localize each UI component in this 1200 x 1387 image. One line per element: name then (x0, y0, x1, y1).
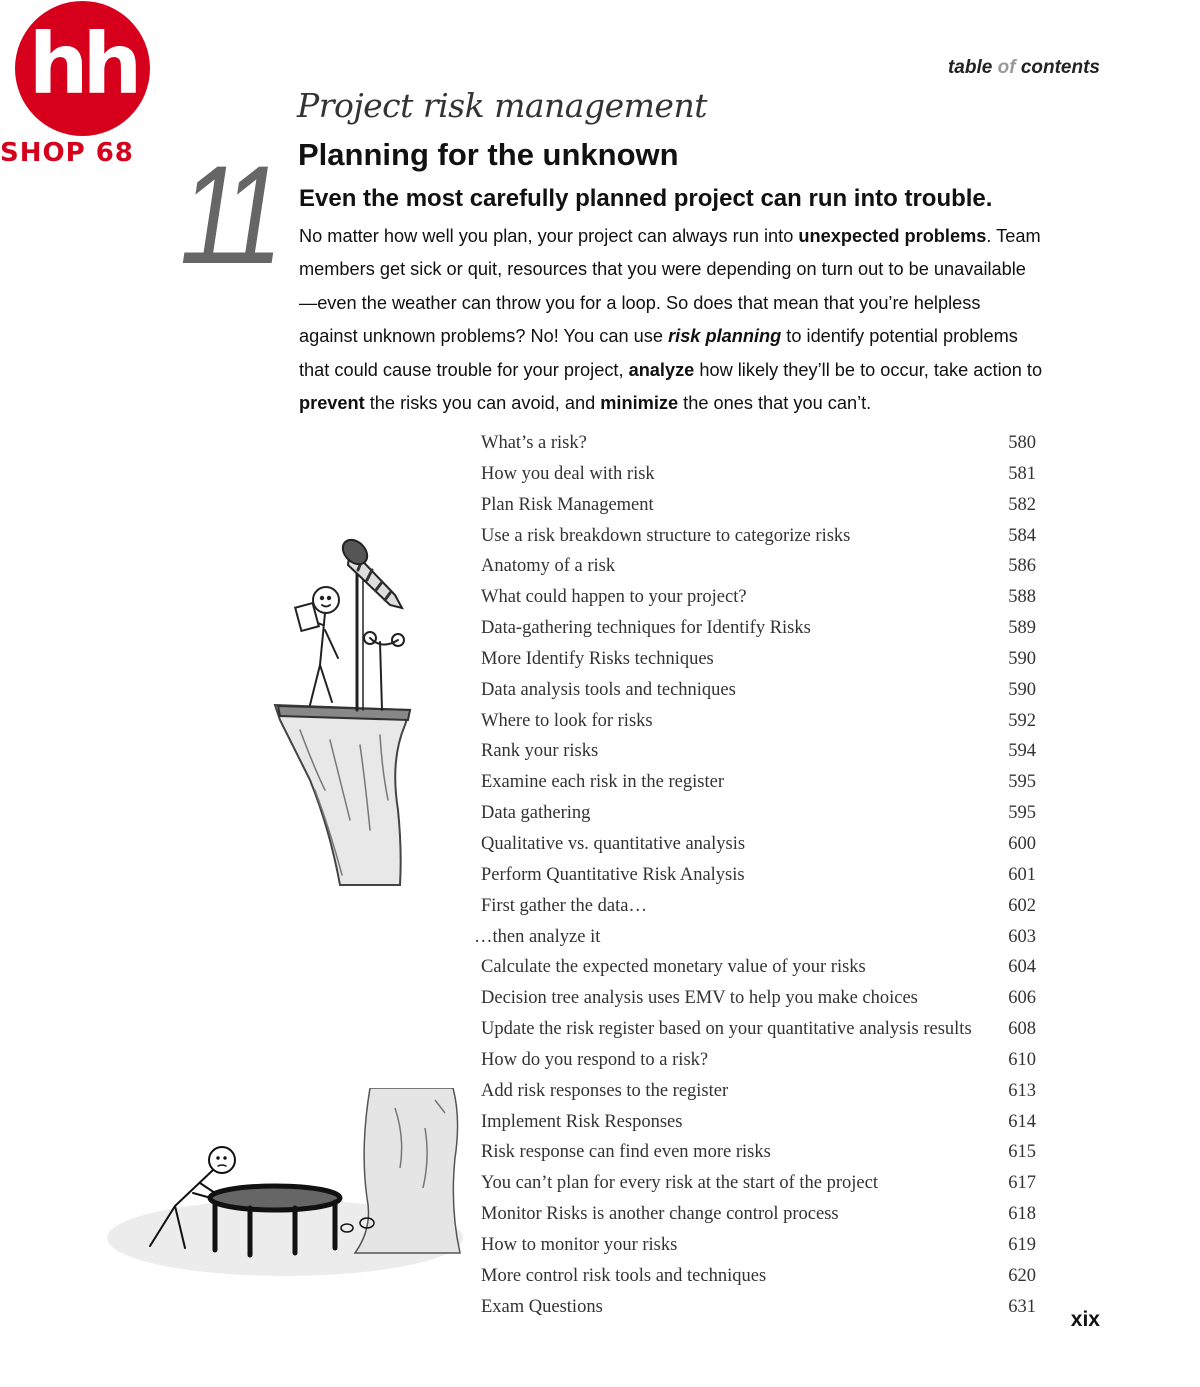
running-header (948, 57, 1100, 79)
toc-entry[interactable] (474, 556, 1036, 587)
page-number: xix (1070, 1308, 1100, 1331)
toc-entry-title: …then analyze it (474, 926, 601, 947)
toc-entry-title: Risk response can find even more risks (481, 1142, 771, 1163)
chapter-title: Planning for the unknown (298, 137, 679, 172)
toc-entry-page: 603 (1008, 926, 1036, 947)
header-word-of: of (997, 57, 1016, 78)
toc-entry-title: How do you respond to a risk? (481, 1049, 709, 1070)
toc-entry[interactable] (474, 711, 1036, 742)
toc-entry[interactable] (474, 1112, 1036, 1143)
toc-entry-page: 613 (1008, 1080, 1036, 1101)
toc-entry[interactable] (474, 772, 1036, 803)
toc-entry-title: More control risk tools and techniques (481, 1265, 767, 1286)
toc-entry[interactable] (474, 927, 1036, 958)
toc-entry-page: 582 (1008, 494, 1036, 515)
toc-entry[interactable] (474, 433, 1036, 464)
toc-entry-page: 595 (1008, 803, 1036, 824)
toc-entry[interactable] (474, 1050, 1036, 1081)
toc-entry-title: Exam Questions (481, 1296, 603, 1317)
toc-entry-page: 592 (1008, 710, 1036, 731)
toc-entry-title: Plan Risk Management (481, 494, 654, 515)
toc-entry[interactable] (474, 618, 1036, 649)
toc-entry-page: 600 (1008, 833, 1036, 854)
toc-entry-page: 614 (1008, 1111, 1036, 1132)
trampoline-illustration (105, 1088, 465, 1283)
toc-entry-title: Anatomy of a risk (481, 556, 616, 577)
toc-entry[interactable] (474, 1173, 1036, 1204)
toc-entry-title: You can’t plan for every risk at the start of the project (481, 1173, 878, 1194)
header-word-table: table (947, 57, 993, 78)
toc-entry-title: Examine each risk in the register (481, 772, 724, 793)
intro-segment: how likely they’ll be to occur, take action to (694, 359, 1043, 380)
toc-entry-page: 580 (1008, 433, 1036, 453)
toc-entry[interactable] (474, 803, 1036, 834)
toc-entry-page: 588 (1008, 587, 1036, 608)
intro-segment: minimize (600, 393, 679, 414)
toc-entry-page: 584 (1008, 525, 1036, 546)
shop-name: SHOP 68 (0, 138, 134, 168)
toc-entry-title: How to monitor your risks (481, 1234, 678, 1255)
toc-entry-title: Monitor Risks is another change control process (481, 1204, 839, 1225)
intro-segment: No matter how well you plan, your project can always run into (299, 226, 799, 246)
toc-entry[interactable] (474, 865, 1036, 896)
toc-entry[interactable] (474, 495, 1036, 526)
intro-segment: unexpected problems (798, 226, 987, 246)
toc-entry[interactable] (474, 649, 1036, 680)
toc-entry[interactable] (474, 464, 1036, 495)
toc-entry-title: Use a risk breakdown structure to categorize risks (481, 525, 851, 546)
toc-entry-title: How you deal with risk (481, 463, 655, 484)
toc-entry-page: 618 (1008, 1204, 1036, 1225)
toc-entry[interactable] (474, 957, 1036, 988)
toc-entry-page: 604 (1008, 957, 1036, 978)
chapter-subtitle: Even the most carefully planned project can run into trouble. (299, 185, 993, 212)
shop-logo (15, 1, 150, 136)
chapter-number: 11 (180, 136, 272, 293)
intro-segment: the risks you can avoid, and (364, 393, 601, 414)
toc-entry-title: Qualitative vs. quantitative analysis (481, 833, 746, 854)
toc-entry-page: 590 (1008, 679, 1036, 700)
toc-entry[interactable] (474, 587, 1036, 618)
toc-entry-title: Calculate the expected monetary value of your risks (481, 957, 866, 978)
toc-entry[interactable] (474, 1142, 1036, 1173)
toc-entry[interactable] (474, 1204, 1036, 1235)
toc-entry-page: 594 (1008, 741, 1036, 762)
intro-segment: the ones that you can’t. (678, 393, 872, 414)
toc-entry-title: Data-gathering techniques for Identify Risks (481, 618, 811, 639)
intro-segment: analyze (628, 359, 695, 380)
toc-entry-page: 631 (1008, 1296, 1036, 1317)
logo-text: hh (28, 14, 137, 113)
header-word-contents: contents (1020, 57, 1100, 78)
chapter-kicker: Project risk management (297, 86, 707, 125)
toc-entry[interactable] (474, 988, 1036, 1019)
toc-entry-page: 610 (1008, 1049, 1036, 1070)
toc-entry-title: Where to look for risks (481, 710, 653, 731)
chapter-intro (299, 220, 1044, 420)
toc-entry[interactable] (474, 1081, 1036, 1112)
toc-entry-page: 601 (1008, 864, 1036, 885)
toc-entry[interactable] (474, 1019, 1036, 1050)
toc-entry-title: Data analysis tools and techniques (481, 679, 736, 700)
toc-entry-page: 595 (1008, 772, 1036, 793)
toc-entry[interactable] (474, 1266, 1036, 1297)
intro-segment: . Team members get sick or quit, resources that you were depending on turn out to be unavailable—even the weather can throw you for a loop. So does that mean that you’re helpless against unknown problems? No! You can use (299, 226, 1041, 347)
toc-entry-page: 590 (1008, 648, 1036, 669)
intro-segment: to identify potential problems that could cause trouble for your project, (299, 326, 1018, 380)
toc-entry-page: 606 (1008, 988, 1036, 1009)
toc-entry-title: Add risk responses to the register (481, 1080, 729, 1101)
toc-entry-page: 617 (1008, 1173, 1036, 1194)
intro-segment: risk planning (668, 326, 782, 347)
toc-list (474, 433, 1036, 1327)
toc-entry-title: What’s a risk? (481, 433, 587, 453)
toc-entry[interactable] (474, 1235, 1036, 1266)
toc-entry[interactable] (474, 526, 1036, 557)
toc-entry-title: Decision tree analysis uses EMV to help you make choices (481, 988, 918, 1009)
toc-entry-page: 619 (1008, 1234, 1036, 1255)
toc-entry-title: What could happen to your project? (481, 587, 747, 608)
toc-entry-page: 615 (1008, 1142, 1036, 1163)
toc-entry-page: 620 (1008, 1265, 1036, 1286)
toc-entry-page: 581 (1008, 463, 1036, 484)
toc-entry[interactable] (474, 741, 1036, 772)
toc-entry-page: 608 (1008, 1019, 1036, 1040)
toc-entry-page: 589 (1008, 618, 1036, 639)
toc-entry-title: Data gathering (481, 803, 591, 824)
intro-segment: prevent (299, 393, 365, 414)
toc-entry[interactable] (474, 1297, 1036, 1328)
cliff-lookout-illustration (270, 530, 420, 890)
toc-entry-title: First gather the data… (481, 895, 647, 916)
toc-entry-title: Perform Quantitative Risk Analysis (481, 864, 745, 885)
toc-entry-title: Rank your risks (481, 741, 599, 762)
toc-entry-title: More Identify Risks techniques (481, 648, 714, 669)
toc-entry-title: Implement Risk Responses (481, 1111, 683, 1132)
toc-entry[interactable] (474, 896, 1036, 927)
toc-entry[interactable] (474, 680, 1036, 711)
toc-entry-page: 602 (1008, 895, 1036, 916)
toc-entry-title: Update the risk register based on your quantitative analysis results (481, 1019, 972, 1040)
toc-entry[interactable] (474, 834, 1036, 865)
toc-entry-page: 586 (1008, 556, 1036, 577)
